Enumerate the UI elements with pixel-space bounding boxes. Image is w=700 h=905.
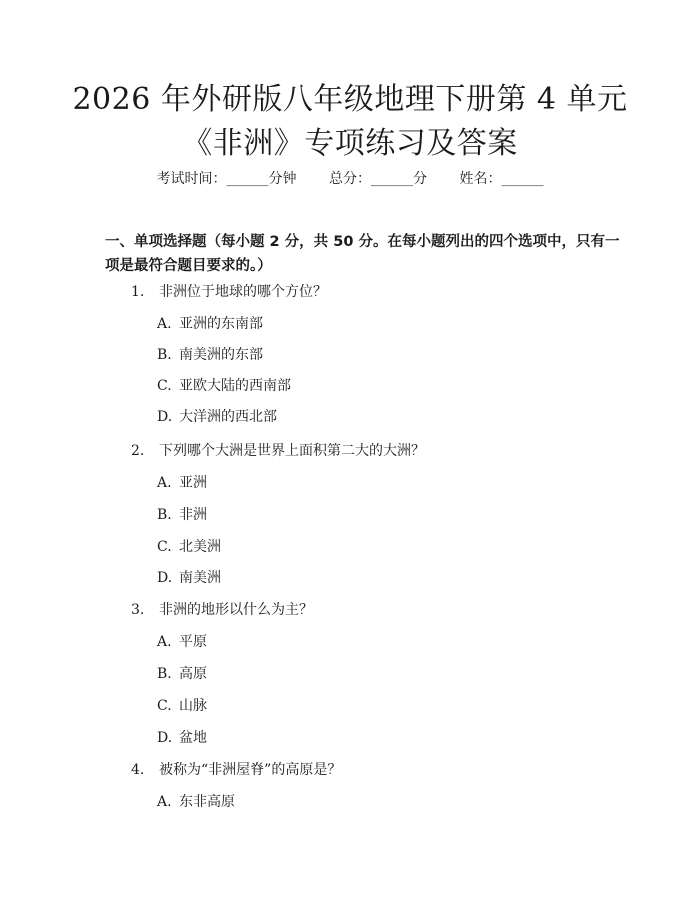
- option-text: 盆地: [179, 730, 207, 746]
- option: [157, 792, 235, 812]
- option: [157, 632, 207, 652]
- question: [131, 760, 341, 780]
- exam-info: [0, 169, 700, 189]
- page-title: 2026 年外研版八年级地理下册第 4 单元《非洲》专项练习及答案: [72, 82, 628, 161]
- option-letter: A.: [157, 794, 172, 810]
- section-heading: 一、单项选择题（每小题 2 分，共 50 分。在每小题列出的四个选项中，只有一项是最符合题目要求的。）: [105, 234, 620, 274]
- option-letter: A.: [157, 634, 172, 650]
- option-letter: A.: [157, 475, 172, 491]
- option: [157, 537, 221, 557]
- question-number: 2.: [131, 443, 145, 459]
- option-letter: C.: [157, 539, 172, 555]
- option-text: 南美洲的东部: [179, 347, 263, 363]
- option: [157, 728, 207, 748]
- option: [157, 473, 207, 493]
- option: [157, 314, 263, 334]
- option-letter: D.: [157, 730, 173, 746]
- question-text: 非洲的地形以什么为主？: [159, 602, 313, 618]
- total-score: 总分：______分: [329, 171, 427, 187]
- option-text: 亚洲的东南部: [179, 316, 263, 332]
- student-name: 姓名：______: [459, 171, 544, 187]
- exam-time: 考试时间：______分钟: [156, 171, 297, 187]
- option-letter: D.: [157, 570, 173, 586]
- option-letter: D.: [157, 409, 173, 425]
- option-letter: B.: [157, 666, 172, 682]
- option-letter: B.: [157, 347, 172, 363]
- option-letter: A.: [157, 316, 172, 332]
- option: [157, 407, 277, 427]
- question-text: 下列哪个大洲是世界上面积第二大的大洲？: [159, 443, 425, 459]
- option-text: 非洲: [179, 507, 207, 523]
- option-text: 东非高原: [179, 794, 235, 810]
- option-text: 平原: [179, 634, 207, 650]
- question-number: 1.: [131, 284, 145, 300]
- option: [157, 345, 263, 365]
- option-letter: B.: [157, 507, 172, 523]
- question-text: 被称为“非洲屋脊”的高原是？: [159, 762, 342, 778]
- option-text: 北美洲: [179, 539, 221, 555]
- option-text: 南美洲: [179, 570, 221, 586]
- question: [131, 600, 313, 620]
- option-text: 山脉: [179, 698, 207, 714]
- option: [157, 505, 207, 525]
- option-letter: C.: [157, 698, 172, 714]
- option-text: 亚洲: [179, 475, 207, 491]
- option-text: 高原: [179, 666, 207, 682]
- option-letter: C.: [157, 378, 172, 394]
- option-text: 大洋洲的西北部: [179, 409, 277, 425]
- option-text: 亚欧大陆的西南部: [179, 378, 291, 394]
- option: [157, 568, 221, 588]
- question-number: 4.: [131, 762, 145, 778]
- option: [157, 696, 207, 716]
- option: [157, 376, 291, 396]
- question: [131, 441, 425, 461]
- question-number: 3.: [131, 602, 145, 618]
- question-text: 非洲位于地球的哪个方位？: [159, 284, 327, 300]
- option: [157, 664, 207, 684]
- question: [131, 282, 327, 302]
